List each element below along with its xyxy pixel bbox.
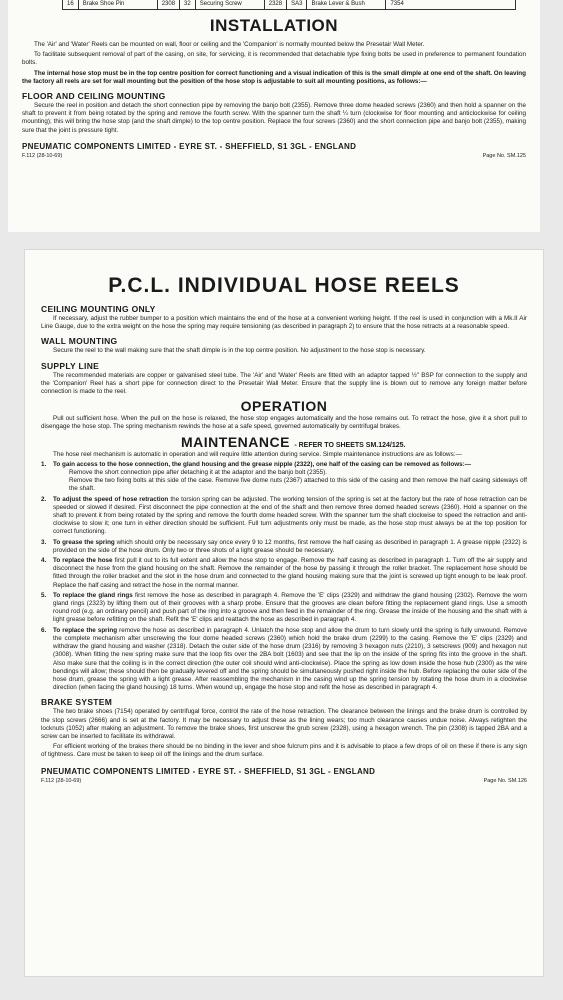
item-lead: To grease the spring [53,538,115,546]
parts-cell: Brake Shoe Pin [79,0,158,9]
parts-cell: Brake Lever & Bush [307,0,386,9]
parts-cell: 2308 [158,0,180,9]
paragraph: Secure the reel to the wall making sure that the shaft dimple is in the top centre position. No adjustment to the hose stop is necessary. [53,347,426,355]
paragraph: The internal hose stop must be in the top centre position for correct functioning and a visual indication of this is the small dimple at one end of the shaft. On leaving the factory all reels are set for wall mounting but the position of the hose stop is adjustable to suit all mounting positions, as follows:— [22,69,526,85]
company-footer [22,142,526,151]
brake-heading: BRAKE SYSTEM [41,697,113,708]
parts-cell: 2328 [265,0,287,9]
installation-heading: INSTALLATION [209,16,339,35]
list-item [41,461,527,494]
item-text: which should only be necessary say once every 9 to 12 months, first remove the half casing as described in paragraph 1. A grease nipple (2322) is provided on the side of the hose drum. Only two or three shots of a light grease should be necessary. [53,538,528,554]
page-footnote [22,153,526,159]
item-number: 2. [41,495,47,503]
item-number: 1. [41,460,47,468]
list-item [41,496,527,537]
list-item [41,592,527,625]
paragraph: Secure the reel in position and detach the short connection pipe by removing the banjo bolt (2355). Remove three dome headed screws (2360) and then hold a spanner on the shaft to prevent it from being rotated by the spring and remove the fourth screw. With the spanner turn the shaft ¼ turn (clockwise for floor mounting and anticlockwise for ceiling mounting); this will bring the hose stop (and the shaft dimple) to the top centre position. Replace the four screws (2360) and the short connection pipe and banjo bolt (2355), making sure that the joint is pressure tight. [22,102,526,134]
company-footer [41,767,527,776]
parts-cell: 7354 [390,1,404,7]
form-ref: F.112 (28-10-69) [22,152,63,159]
hose-reels-title: P.C.L. INDIVIDUAL HOSE REELS [108,274,460,297]
page-footnote [41,778,527,784]
page-sm126 [24,249,544,977]
item-number: 4. [41,557,47,565]
company-address: PNEUMATIC COMPONENTS LIMITED - EYRE ST. - SHEFFIELD, S1 3GL - ENGLAND [22,141,357,151]
paragraph: The recommended materials are copper or galvanised steel tube. The 'Air' and 'Water' Reels are fitted with an adaptor tapped ½" BSP for connection to the supply and the 'Companion' Reel has a short pipe for connection direct to the Presetair Wall Meter. Ensure that the supply line is blown out to remove any foreign matter before connection is made to the reel. [41,371,527,396]
item-lead: To replace the hose [53,557,113,565]
parts-cell: 16 [63,0,79,9]
page-sm125 [8,0,540,232]
supply-heading: SUPPLY LINE [41,360,100,371]
page-number: Page No. SM.125 [482,152,526,159]
ceiling-heading: CEILING MOUNTING ONLY [41,304,156,314]
paragraph: The hose reel mechanism is automatic in operation and will require little attention during service. Simple maintenance instructions are as follows:— [53,450,462,458]
item-number: 5. [41,591,47,599]
item-number: 6. [41,626,47,634]
operation-heading: OPERATION [240,398,328,415]
list-item [41,557,527,590]
list-item [41,627,527,693]
item-text: the torsion spring can be adjusted. The working tension of the spring is set at the factory but the rate of hose retraction can be speeded or slowed if desired. First disconnect the pipe connection at the end of the shaft and then remove three domed headed screws (2360). Hold a spanner on the shaft to prevent it from being rotated by the spring and remove the fourth dome headed screw. With the spanner turn the shaft clockwise to speed the retraction and anti-clockwise to slow it; one turn in either direction should be sufficient. Full turn adjustments only must be made, as the hose stop must always be at the top position for correct functioning. [53,495,528,536]
list-item [41,539,527,555]
paragraph: To facilitate subsequent removal of part of the casing, on site, for servicing, it is recommended that detachable type fixing bolts be used in preference to permanent foundation bolts. [22,51,526,67]
paragraph: The two brake shoes (7154) operated by centrifugal force, control the rate of the hose retraction. The clearance between the linings and the brake drum is controlled by the stop screws (2666) and is set at the factory. It may be necessary to adjust these as the lining wears; too much clearance causes undue noise. Always retighten the locknuts (1052) after making an adjustment. To remove the brake shoes, first unscrew the grub screw (2328), using a hexagon wrench. The pin (2308) is tapped 2BA and a screw can be inserted to facilitate its withdrawal. [41,708,527,740]
item-number: 3. [41,538,47,546]
parts-cell: 32 [180,0,196,9]
parts-cell: SA3 [287,0,307,9]
maintenance-ref: - REFER TO SHEETS SM.124/125. [294,441,406,449]
item-lead: To adjust the speed of hose retraction [53,495,169,503]
item-sub: Remove the two fixing bolts at this side of the case. Remove five dome nuts (2367) attached to this side of the casing and then remove the half casing sideways off the shaft. [69,477,527,493]
item-lead: To replace the gland rings [53,591,133,599]
wall-heading: WALL MOUNTING [41,336,118,347]
paragraph: Pull out sufficient hose. When the pull on the hose is relaxed, the hose stop engages automatically and the hose remains out. To retract the hose, give it a short pull to disengage the hose stop. The spring mechanism rewinds the hose at a safe speed, governed automatically by centrifugal brakes. [41,415,527,431]
parts-table-row [62,0,516,10]
paragraph: If necessary, adjust the rubber bumper to a position which maintains the end of the hose at a convenient working height. If the reel is used in conjunction with a Mk.II Air Line Gauge, due to the extra weight on the hose the spring may require tensioning (as described in paragraph 2) to ensure that the hose retracts at a reasonable speed. [41,315,527,331]
item-text: first pull it out to its full extent and allow the hose stop to engage. Remove the half casing as described in paragraph 1. Turn off the air supply and disconnect the hose from the gland housing on the shaft. Remove the remainder of the hose by passing it through the roller bracket. The replacement hose should be fitted through the roller bracket and the slot in the hose drum and connected to the gland housing making sure that the joint is screwed up tight enough to be leak proof. Replace the half casing and retract the hose in the normal manner. [53,557,528,589]
item-sub: Remove the short connection pipe after detaching it at the adaptor and the banjo bolt (2355). [69,469,327,477]
item-text: remove the hose as described in paragraph 4. Unlatch the hose stop and allow the drum to turn slowly until the spring is fully unwound. Remove the complete mechanism after unscrewing the four dome headed screws (2360) which hold the brake drum (2299) to the casing. Remove the 'E' clips (2329) and withdraw the gland housing and washer (2318). Detach the outer side of the hose drum (2316) by removing 3 hexagon nuts (2210), 3 setscrews (909) and hexagon nut (3008). When fitting the new spring make sure that the loop fits over the 2BA bolt (1603) and see that the lip on the inside of the spring fits into the groove in the shaft. Also make sure that the coiling is in the correct direction (the outer coil should wind anti-clockwise). Place the spring as low down inside the hose hub (2300) as the wire bendings will allow; these should then be gradually levered off and the spring should be simultaneously pushed right inside the hub. Before replacing the outer side of the hose drum, grease the spring with a light grease. After reassembling the mechanism in the casing wind up the spring tension by rotating the hose drum in a clockwise direction (when facing the gland housing) 18 turns. When wound up, engage the hose stop and refit the hose as described in paragraph 4. [53,626,528,692]
item-lead: To gain access to the hose connection, the gland housing and the grease nipple (2322), one half of the casing can be removed as follows:— [53,460,472,468]
item-lead: To replace the spring [53,626,118,634]
paragraph: The 'Air' and 'Water' Reels can be mounted on wall, floor or ceiling and the 'Companion' is normally mounted below the Presetair Wall Meter. [34,41,425,48]
page-number: Page No. SM.126 [483,777,527,784]
form-ref: F.112 (28-10-69) [41,777,82,784]
maintenance-heading [181,434,527,450]
parts-cell: Securing Screw [196,0,265,9]
item-text: first remove the hose as described in paragraph 4. Remove the 'E' clips (2329) and withdraw the gland housing (2302). Remove the worn gland rings (2323) by lifting them out of their grooves with a sharp probe. Ensure that the grooves are clean before fitting the replacement gland rings. Use a smooth round rod (e.g. an ordinary pencil) and push part of the ring into a groove and then feed in the remainder of the ring. Grease the inside of the housing and the shaft with a light grease before refitting on the shaft. Refit the 'E' clips and reattach the hose as described in paragraph 4. [53,591,527,624]
company-address: PNEUMATIC COMPONENTS LIMITED - EYRE ST. - SHEFFIELD, S1 3GL - ENGLAND [41,766,376,776]
paragraph: For efficient working of the brakes there should be no binding in the lever and shoe fulcrum pins and it is advisable to place a few drops of oil on these if there is any sign of tightness. Care must be taken to keep oil off the linings and the drum surface. [41,743,527,759]
maintenance-title: MAINTENANCE [181,433,290,450]
floor-ceiling-heading: FLOOR AND CEILING MOUNTING [22,91,166,102]
